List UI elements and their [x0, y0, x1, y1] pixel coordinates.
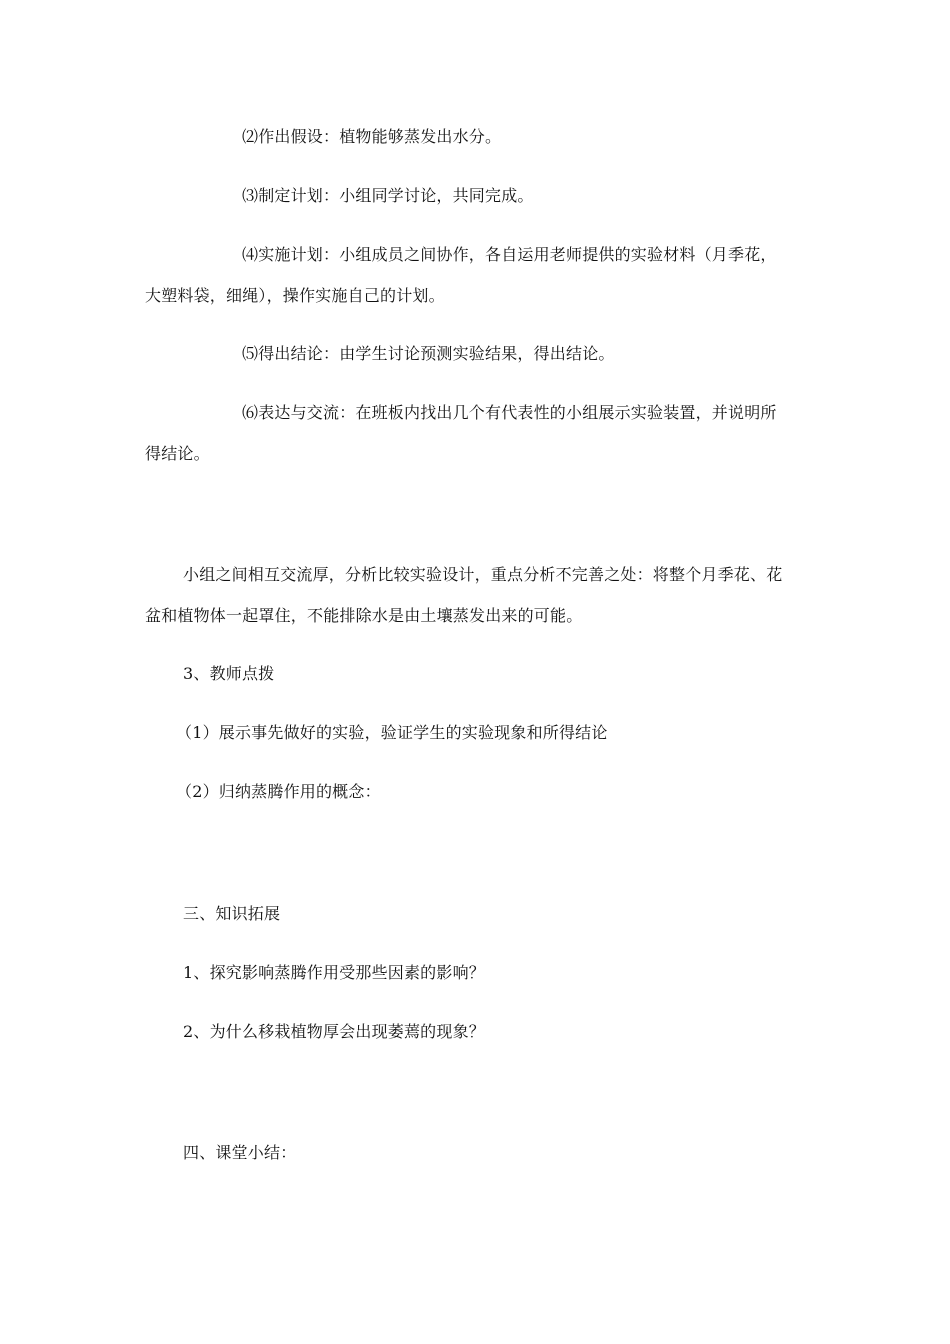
extension-question-2: 2、为什么移栽植物厚会出现萎蔫的现象？ — [183, 1022, 485, 1041]
step-plan: ⑶制定计划：小组同学讨论，共同完成。 — [242, 186, 534, 205]
step-express-line1: ⑹表达与交流：在班板内找出几个有代表性的小组展示实验装置，并说明所 — [242, 403, 777, 422]
teacher-item-2: （2）归纳蒸腾作用的概念： — [176, 782, 381, 801]
step-implement-line1: ⑷实施计划：小组成员之间协作，各自运用老师提供的实验材料（月季花， — [242, 245, 777, 264]
teacher-heading: 3、教师点拨 — [183, 664, 275, 683]
step-conclusion: ⑸得出结论：由学生讨论预测实验结果，得出结论。 — [242, 344, 615, 363]
extension-question-1: 1、探究影响蒸腾作用受那些因素的影响？ — [183, 963, 485, 982]
step-hypothesis: ⑵作出假设：植物能够蒸发出水分。 — [242, 127, 502, 146]
exchange-line1: 小组之间相互交流厚，分析比较实验设计，重点分析不完善之处：将整个月季花、花 — [183, 565, 783, 584]
extension-heading: 三、知识拓展 — [183, 904, 281, 923]
teacher-item-1: （1）展示事先做好的实验，验证学生的实验现象和所得结论 — [176, 723, 608, 742]
exchange-line2: 盆和植物体一起罩住，不能排除水是由土壤蒸发出来的可能。 — [145, 606, 583, 625]
summary-heading: 四、课堂小结： — [183, 1143, 297, 1162]
step-implement-line2: 大塑料袋，细绳），操作实施自己的计划。 — [145, 286, 445, 305]
step-express-line2: 得结论。 — [145, 444, 210, 463]
